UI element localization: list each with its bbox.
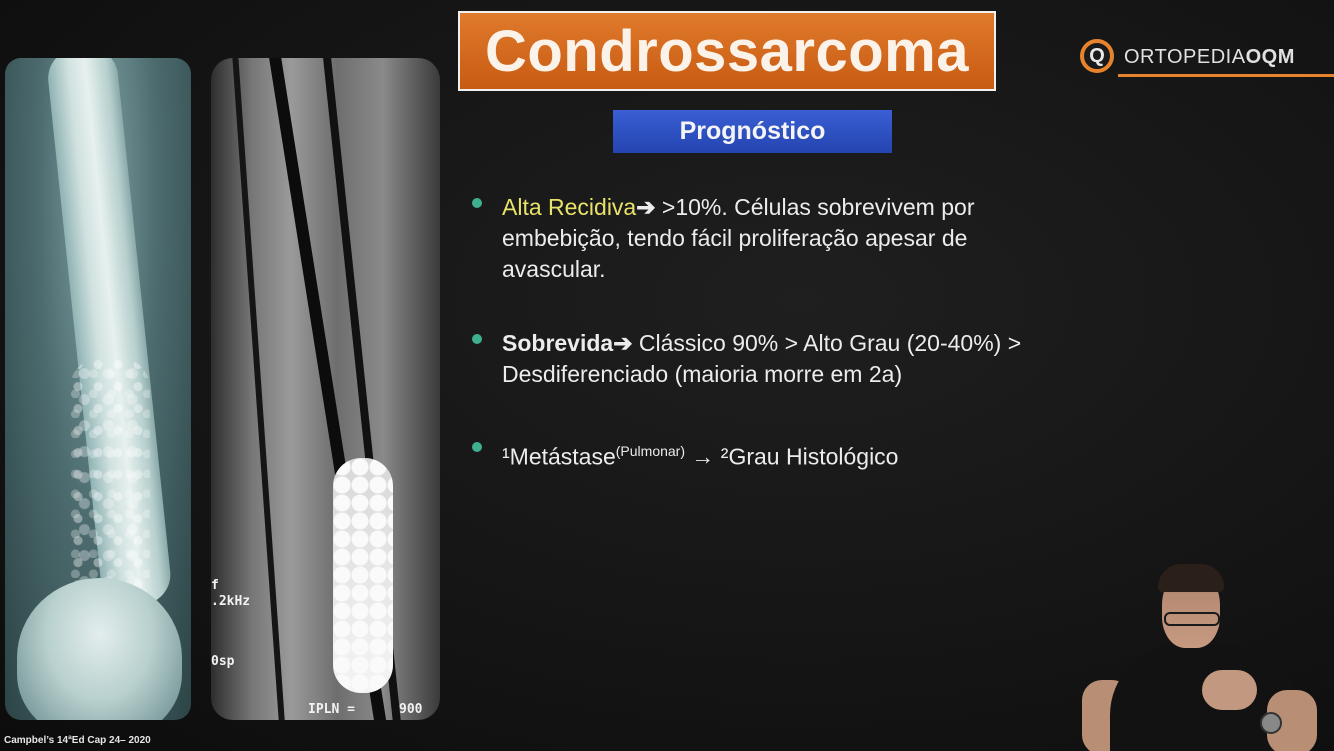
slide-title: Condrossarcoma bbox=[484, 18, 970, 84]
bullet-dot-icon bbox=[472, 442, 482, 452]
presenter-hand bbox=[1202, 670, 1257, 710]
slide-title-banner bbox=[458, 11, 996, 91]
slide-subtitle-banner bbox=[613, 110, 892, 153]
bullet-body: >10%. Células sobrevivem por embebição, tendo fácil proliferação apesar de avascular. bbox=[502, 194, 975, 282]
bullet-superscript: (Pulmonar) bbox=[615, 443, 686, 459]
bullet-label: Alta Recidiva bbox=[502, 194, 637, 220]
presenter-hair bbox=[1158, 564, 1224, 592]
bullet-label: ¹Metástase bbox=[502, 443, 616, 470]
logo-underline bbox=[1118, 74, 1334, 77]
bullet-text bbox=[502, 436, 1042, 473]
bullet-text bbox=[502, 328, 1042, 390]
arrow-icon: ➔ bbox=[613, 330, 633, 356]
bullet-item-recidiva bbox=[472, 192, 1042, 287]
bullet-label: Sobrevida bbox=[502, 330, 614, 356]
mri-cortex-line bbox=[231, 58, 287, 720]
mri-label-ipln: IPLN = bbox=[308, 702, 355, 717]
presenter-video bbox=[1082, 560, 1322, 751]
mri-label-ipln-value: 900 bbox=[399, 702, 423, 717]
bullet-body: Clássico 90% > Alto Grau (20-40%) > Desdiferenciado (maioria morre em 2a) bbox=[502, 330, 1022, 387]
bullet-item-metastase bbox=[472, 436, 1042, 470]
glasses-icon bbox=[1164, 612, 1220, 626]
logo-q-icon: Q bbox=[1080, 39, 1114, 73]
mri-label-freq: .2kHz bbox=[211, 594, 251, 609]
logo-text: ORTOPEDIAOQM bbox=[1124, 46, 1295, 68]
lesion-mottling bbox=[70, 358, 150, 608]
brand-logo bbox=[1080, 36, 1334, 82]
slide-subtitle: Prognóstico bbox=[679, 117, 826, 145]
mri-lesion bbox=[333, 458, 393, 693]
citation: Campbel’s 14ªEd Cap 24– 2020 bbox=[4, 735, 151, 746]
arrow-icon: ➔ bbox=[636, 194, 656, 220]
bullet-dot-icon bbox=[472, 198, 482, 208]
mri-label-sp: 0sp bbox=[211, 654, 235, 669]
bullet-text bbox=[502, 192, 1042, 285]
mri-image bbox=[211, 58, 440, 720]
bullet-item-sobrevida bbox=[472, 328, 1042, 392]
mri-label-f: f bbox=[211, 578, 219, 593]
bullet-dot-icon bbox=[472, 334, 482, 344]
bullet-body: → ²Grau Histológico bbox=[685, 443, 899, 470]
watch-icon bbox=[1260, 712, 1282, 734]
xray-image bbox=[5, 58, 191, 720]
